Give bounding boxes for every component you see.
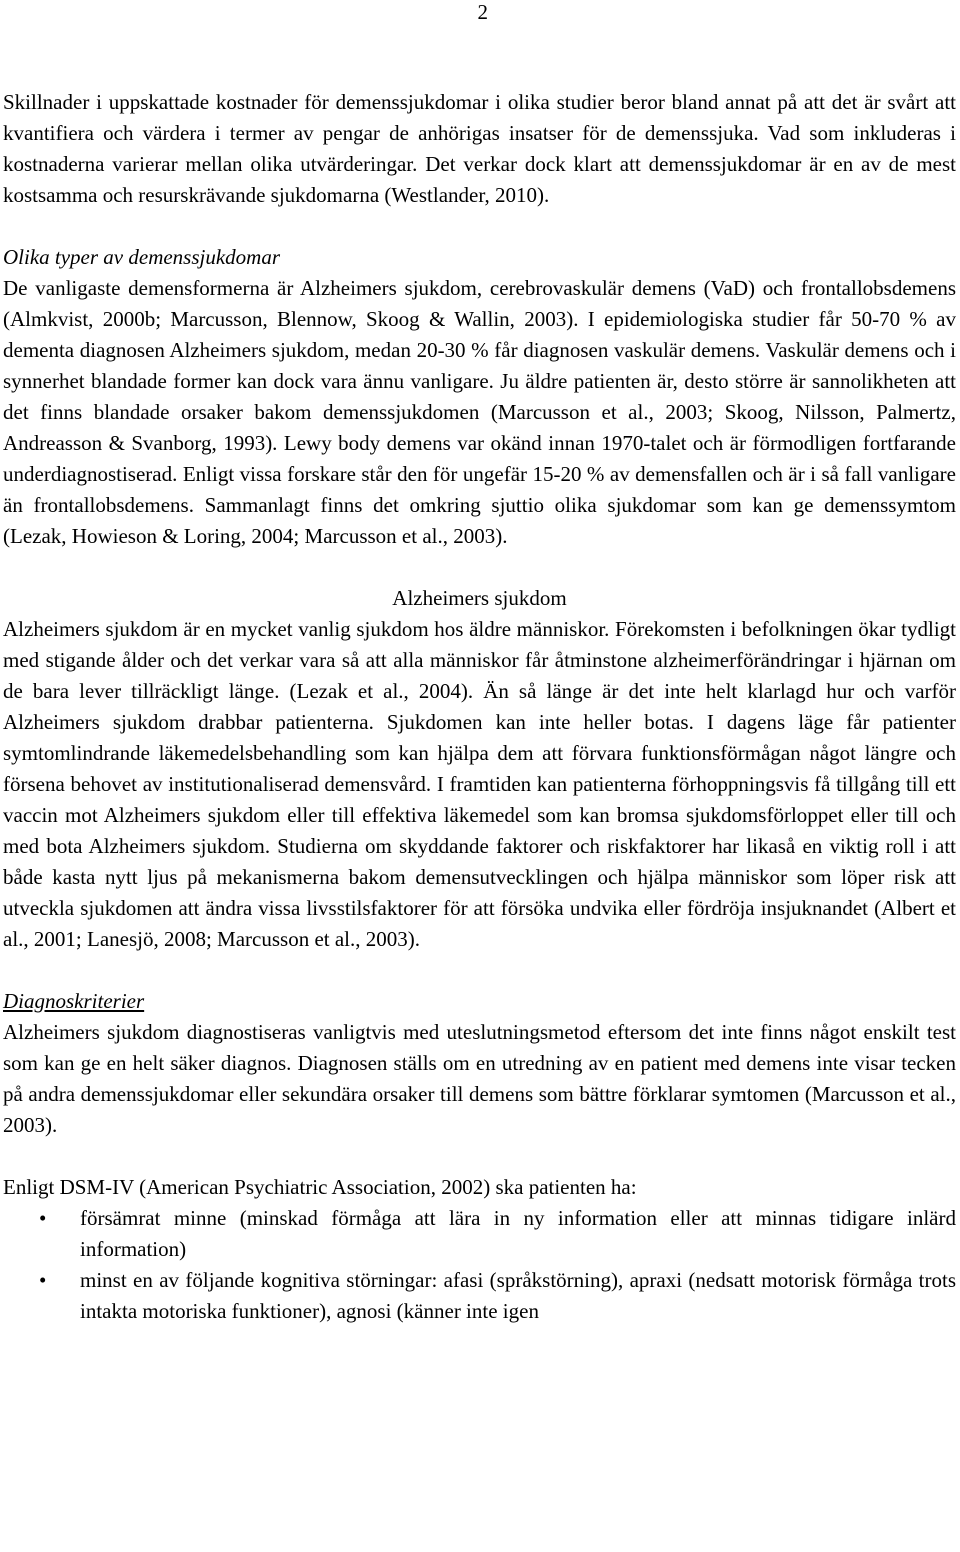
paragraph-dementia-types: De vanligaste demensformerna är Alzheimers sjukdom, cerebrovaskulär demens (VaD) och frontallobsdemens (Almkvist, 2000b; Marcusson, Blennow, Skoog & Wallin, 2003). I epidemiologiska studier får 50-70 % av dementa diagnosen Alzheimers sjukdom, medan 20-30 % får diagnosen vaskulär demens. Vaskulär demens och i synnerhet blandade former kan dock vara ännu vanligare. Ju äldre patienten är, desto större är sannolikheten att det finns blandade orsaker bakom demenssjukdomen (Marcusson et al., 2003; Skoog, Nilsson, Palmertz, Andreasson & Svanborg, 1993). Lewy body demens var okänd innan 1970-talet och är förmodligen fortfarande underdiagnostiserad. Enligt vissa forskare står den för ungefär 15-20 % av demensfallen och är i så fall vanligare än frontallobsdemens. Sammanlagt finns det omkring sjuttio olika sjukdomar som kan ge demenssymtom (Lezak, Howieson & Loring, 2004; Marcusson et al., 2003).: [3, 276, 956, 548]
document-body: [3, 87, 956, 1327]
heading-alzheimers: Alzheimers sjukdom: [392, 586, 567, 610]
paragraph-alzheimers: Alzheimers sjukdom är en mycket vanlig sjukdom hos äldre människor. Förekomsten i befolkningen ökar tydligt med stigande ålder och det verkar vara så att alla människor får åtminstone alzheimerförändringar i hjärnan om de bara lever tillräckligt länge. (Lezak et al., 2004). Än så länge är det inte helt klarlagd hur och varför Alzheimers sjukdom drabbar patienterna. Sjukdomen kan inte heller botas. I dagens läge får patienter symtomlindrande läkemedelsbehandling som kan hjälpa dem att förvara funktionsförmågan något längre och försena behovet av institutionaliserad demensvård. I framtiden kan patienterna förhoppningsvis få tillgång till ett vaccin mot Alzheimers sjukdom eller till effektiva läkemedel som kan bromsa sjukdomsförloppet eller till och med bota Alzheimers sjukdom. Studierna om skyddande faktorer och riskfaktorer har likaså en viktig roll i att både kasta nytt ljus på mekanismerna bakom demensutvecklingen och hjälpa människor som löper risk att utveckla sjukdomen att ändra vissa livsstilsfaktorer för att försöka undvika eller fördröja insjuknandet (Albert et al., 2001; Lanesjö, 2008; Marcusson et al., 2003).: [3, 617, 956, 951]
list-item: [3, 1203, 956, 1265]
dsm-criteria-list: [3, 1203, 956, 1327]
list-item: [3, 1265, 956, 1327]
bullet-icon: •: [39, 1206, 47, 1230]
heading-dementia-types: Olika typer av demenssjukdomar: [3, 245, 281, 269]
heading-diagnostic-criteria: Diagnoskriterier: [3, 989, 145, 1013]
paragraph-costs: Skillnader i uppskattade kostnader för demenssjukdomar i olika studier beror bland annat på att det är svårt att kvantifiera och värdera i termer av pengar de anhörigas insatser för de demenssjuka. Vad som inkluderas i kostnaderna varierar mellan olika utvärderingar. Det verkar dock klart att demenssjukdomar är en av de mest kostsamma och resurskrävande sjukdomarna (Westlander, 2010).: [3, 90, 956, 207]
paragraph-diagnosis: Alzheimers sjukdom diagnostiseras vanligtvis med uteslutningsmetod eftersom det inte finns något enskilt test som kan ge en helt säker diagnos. Diagnosen ställs om en utredning av en patient med demens inte visar tecken på andra demenssjukdomar eller sekundära orsaker till demens som bättre förklarar symtomen (Marcusson et al., 2003).: [3, 1020, 956, 1137]
paragraph-dsm-intro: Enligt DSM-IV (American Psychiatric Association, 2002) ska patienten ha:: [3, 1175, 637, 1199]
list-item-text: minst en av följande kognitiva störningar: afasi (språkstörning), apraxi (nedsatt motorisk förmåga trots intakta motoriska funktioner), agnosi (känner inte igen: [80, 1268, 956, 1323]
page-number: 2: [477, 0, 488, 24]
bullet-icon: •: [39, 1268, 47, 1292]
list-item-text: försämrat minne (minskad förmåga att lära in ny information eller att minnas tidigare inlärd information): [80, 1206, 956, 1261]
